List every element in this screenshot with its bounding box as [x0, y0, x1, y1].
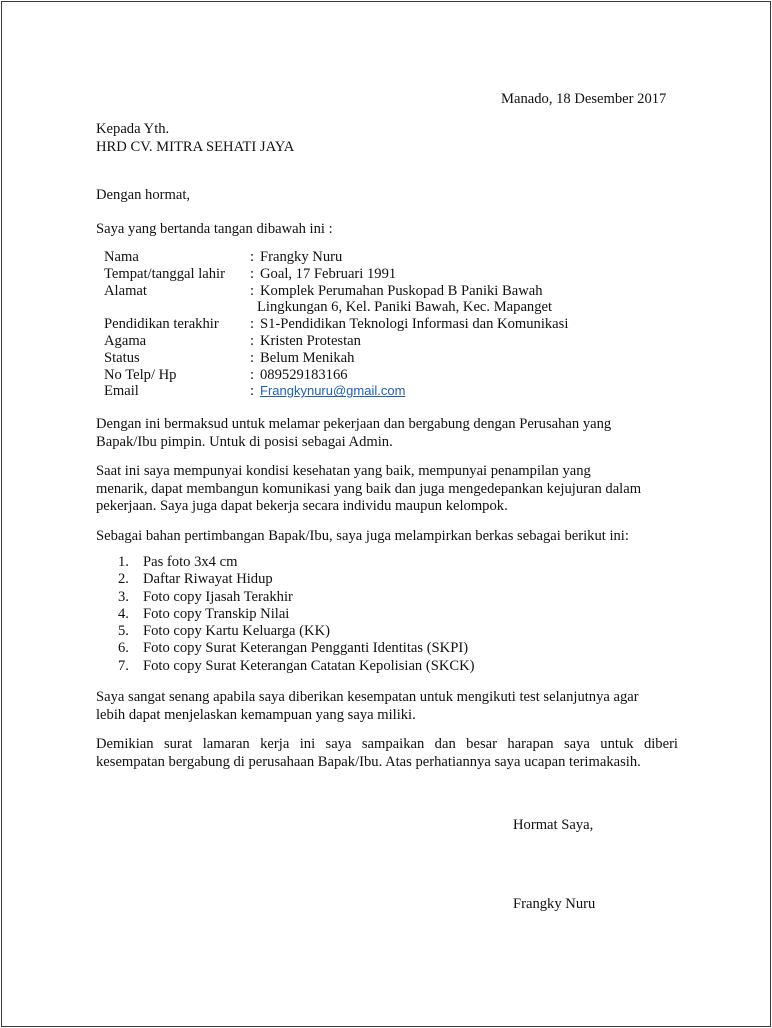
- detail-label: Status: [104, 349, 140, 366]
- paragraph-line: kesempatan bergabung di perusahaan Bapak/Ibu. Atas perhatiannya saya ucapan terimakasih.: [96, 753, 641, 770]
- list-text: Pas foto 3x4 cm: [143, 554, 238, 570]
- detail-separator: :: [250, 366, 255, 383]
- list-text: Foto copy Transkip Nilai: [143, 605, 290, 622]
- paragraph-line: lebih dapat menjelaskan kemampuan yang saya miliki.: [96, 706, 416, 723]
- list-number: 7.: [118, 657, 129, 674]
- recipient-line-2: HRD CV. MITRA SEHATI JAYA: [96, 139, 295, 155]
- detail-label: No Telp/ Hp: [104, 366, 177, 383]
- detail-separator: :: [250, 249, 255, 265]
- list-text: Foto copy Ijasah Terakhir: [143, 588, 293, 605]
- detail-label: Pendidikan terakhir: [104, 316, 219, 333]
- paragraph-line: Demikian surat lamaran kerja ini saya sampaikan dan besar harapan saya untuk diberi: [96, 736, 678, 752]
- detail-label: Email: [104, 383, 139, 400]
- detail-separator: :: [250, 282, 255, 299]
- paragraph-line: Bapak/Ibu pimpin. Untuk di posisi sebagai Admin.: [96, 433, 393, 450]
- paragraph-closing: [96, 736, 678, 771]
- paragraph-line: Sebagai bahan pertimbangan Bapak/Ibu, saya juga melampirkan berkas sebagai berikut ini:: [96, 528, 629, 544]
- detail-label: Alamat: [104, 282, 147, 299]
- recipient-line-1: Kepada Yth.: [96, 121, 170, 137]
- paragraph-line: Saat ini saya mempunyai kondisi kesehatan yang baik, mempunyai penampilan yang: [96, 463, 591, 479]
- recipient-block: [96, 120, 294, 156]
- detail-label: Agama: [104, 332, 147, 349]
- detail-value: Belum Menikah: [260, 349, 355, 366]
- list-number: 3.: [118, 588, 129, 605]
- list-text: Daftar Riwayat Hidup: [143, 571, 273, 588]
- paragraph-attachments-intro: [96, 528, 678, 546]
- detail-value: Goal, 17 Februari 1991: [260, 265, 397, 282]
- detail-value: 089529183166: [260, 366, 348, 383]
- paragraph-line: pekerjaan. Saya juga dapat bekerja secara individu maupun kelompok.: [96, 498, 508, 514]
- paragraph-line: Dengan ini bermaksud untuk melamar pekerjaan dan bergabung dengan Perusahan yang: [96, 416, 612, 432]
- list-text: Foto copy Surat Keterangan Catatan Kepolisian (SKCK): [143, 657, 475, 674]
- greeting: Dengan hormat,: [96, 187, 191, 203]
- detail-value: Komplek Perumahan Puskopad B Paniki Bawah: [260, 282, 543, 299]
- detail-label: Tempat/tanggal lahir: [104, 265, 225, 282]
- detail-separator: :: [250, 332, 255, 349]
- list-number: 6.: [118, 640, 129, 657]
- detail-separator: :: [250, 316, 255, 333]
- list-number: 1.: [118, 554, 129, 570]
- detail-value: Frangky Nuru: [260, 249, 343, 265]
- detail-value: Kristen Protestan: [260, 332, 361, 349]
- intro-sentence: Saya yang bertanda tangan dibawah ini :: [96, 221, 333, 237]
- list-text: Foto copy Kartu Keluarga (KK): [143, 623, 330, 640]
- paragraph-line: menarik, dapat membangun komunikasi yang baik dan juga mengedepankan kejujuran dalam: [96, 480, 642, 497]
- letter-page: [1, 1, 771, 1027]
- signature-name: Frangky Nuru: [513, 896, 596, 912]
- closing-salutation: Hormat Saya,: [513, 817, 594, 833]
- detail-value: S1-Pendidikan Teknologi Informasi dan Komunikasi: [260, 316, 569, 333]
- paragraph-test-request: [96, 689, 678, 724]
- paragraph-qualities: [96, 463, 678, 516]
- detail-separator: :: [250, 383, 255, 400]
- paragraph-purpose: [96, 416, 678, 451]
- list-number: 4.: [118, 605, 129, 622]
- list-number: 5.: [118, 623, 129, 640]
- detail-value: Lingkungan 6, Kel. Paniki Bawah, Kec. Mapanget: [257, 299, 553, 316]
- paragraph-line: Saya sangat senang apabila saya diberikan kesempatan untuk mengikuti test selanjutnya agar: [96, 689, 639, 705]
- list-text: Foto copy Surat Keterangan Pengganti Identitas (SKPI): [143, 640, 469, 657]
- email-link[interactable]: Frangkynuru@gmail.com: [260, 383, 406, 399]
- letter-date: Manado, 18 Desember 2017: [501, 91, 667, 107]
- detail-separator: :: [250, 349, 255, 366]
- detail-separator: :: [250, 265, 255, 282]
- detail-label: Nama: [104, 249, 139, 265]
- list-number: 2.: [118, 571, 129, 588]
